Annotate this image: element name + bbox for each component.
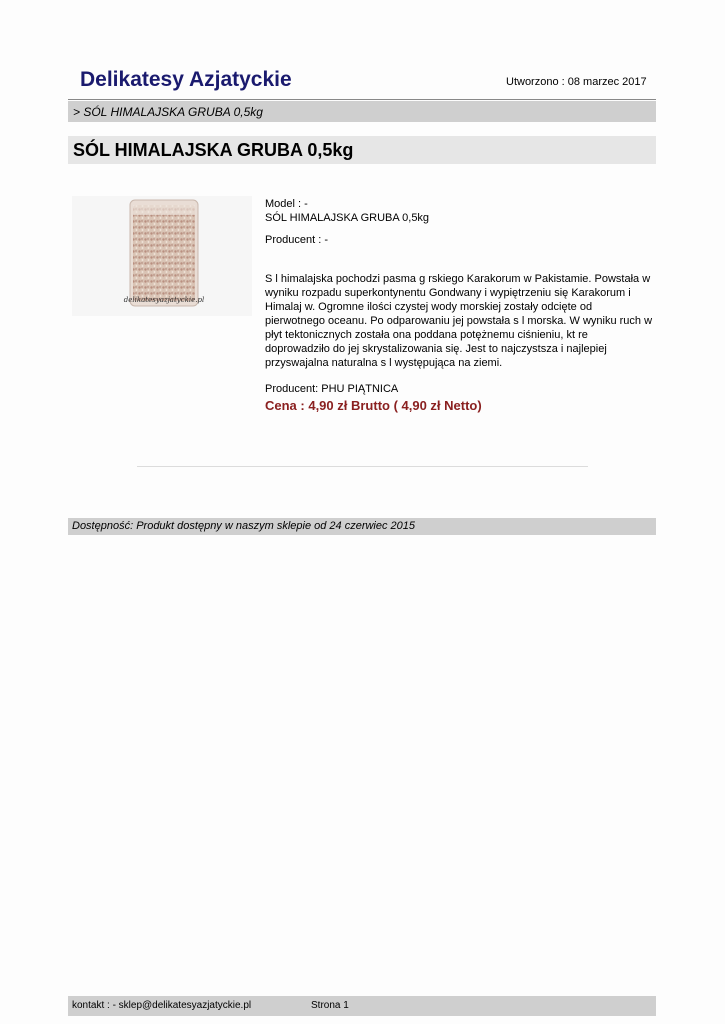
availability-bar [68,518,656,535]
producer-line: Producent: PHU PIĄTNICA [265,383,399,395]
salt-bag-image [72,196,252,316]
product-details [265,197,655,414]
availability-text: Dostępność: Produkt dostępny w naszym sklepie od 24 czerwiec 2015 [72,520,416,532]
breadcrumb[interactable]: > SÓL HIMALAJSKA GRUBA 0,5kg [73,105,263,119]
header-divider [68,99,656,100]
model-name: SÓL HIMALAJSKA GRUBA 0,5kg [265,212,430,224]
product-description: S l himalajska pochodzi pasma g rskiego Karakorum w Pakistamie. Powstała w wyniku rozpadu superkontynentu Gondwany i wypiętrzeniu się Karakorum i Himalaj w. Ogromne ilości czystej wody morskiej zostały odcięte od pierwotnego oceanu. Po odparowaniu jej powstała s l morska. W wyniku ruch w płyt tektonicznych została ona poddana potężnemu ciśnieniu, kt re doprowadziło do jej skrystalizowania się. Jest to najczystsza i najlepiej przyswajalna naturalna s l występująca na ziemi. [265,273,653,369]
producer-label: Producent : - [265,234,328,246]
product-title-bar [68,136,656,164]
created-date: Utworzono : 08 marzec 2017 [506,76,647,88]
product-title: SÓL HIMALAJSKA GRUBA 0,5kg [73,140,354,160]
product-image [72,196,252,316]
content-separator [137,466,588,467]
model-label: Model : - [265,198,308,210]
footer-contact[interactable]: kontakt : - sklep@delikatesyazjatyckie.pl [72,1000,252,1011]
footer-bar [68,996,656,1016]
breadcrumb-bar [68,101,656,122]
product-price: Cena : 4,90 zł Brutto ( 4,90 zł Netto) [265,398,482,413]
site-title: Delikatesy Azjatyckie [80,68,292,91]
image-watermark: delikatesyazjatyckie.pl [123,296,205,304]
footer-page-number: Strona 1 [311,1000,349,1011]
